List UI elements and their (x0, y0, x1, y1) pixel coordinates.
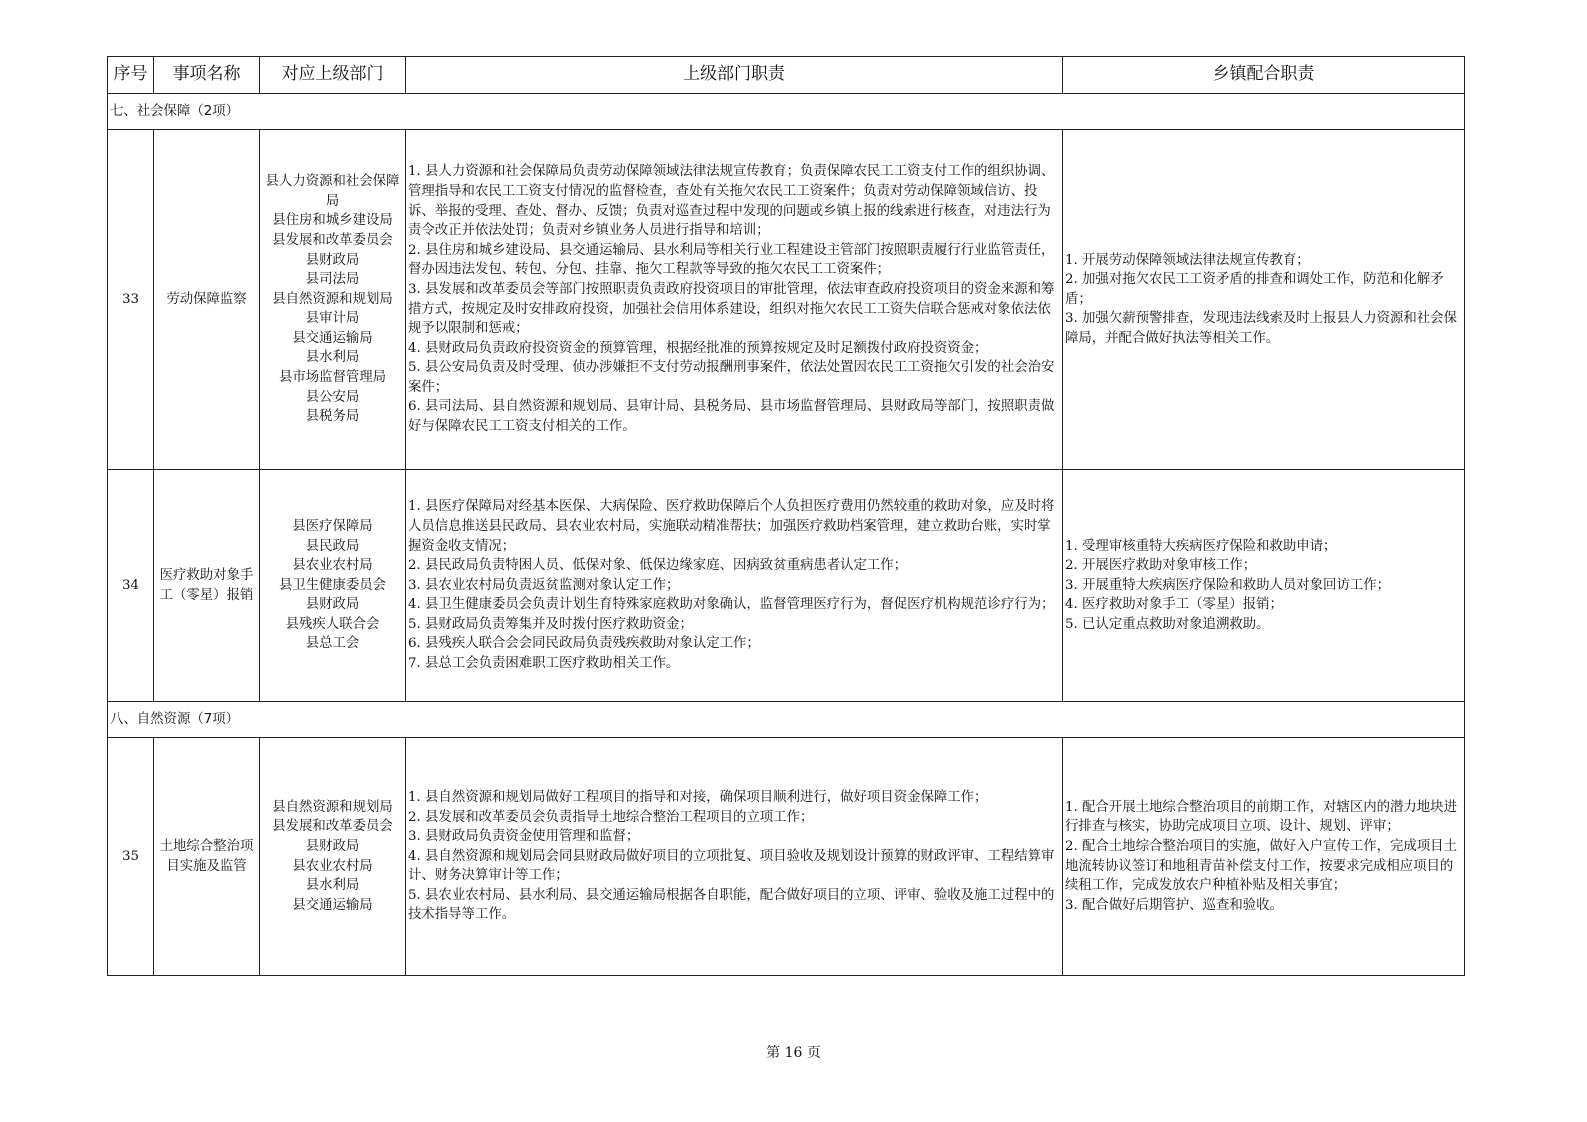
section-row (108, 94, 1465, 130)
town-duties (1063, 130, 1465, 470)
department: 县财政局 (305, 838, 360, 854)
upper-duties (406, 738, 1063, 976)
header-upper-duties: 上级部门职责 (406, 57, 1063, 94)
upper-duties (406, 470, 1063, 702)
duty-item: 3. 县财政局负责资金使用管理和监督； (408, 829, 640, 845)
department: 县交通运输局 (292, 330, 373, 346)
duty-item: 2. 县住房和城乡建设局、县交通运输局、县水利局等相关行业工程建设主管部门按照职责履行行业监管责任，督办因违法发包、转包、分包、挂靠、拖欠工程款等导致的拖欠农民工工资案件； (408, 242, 1055, 278)
department-list (260, 470, 406, 702)
duty-item: 5. 县财政局负责筹集并及时拨付医疗救助资金； (408, 616, 693, 632)
town-duty-item: 1. 配合开展土地综合整治项目的前期工作，对辖区内的潜力地块进行排查与核实，协助完成项目立项、设计、规划、评审； (1065, 799, 1457, 835)
department: 县水利局 (305, 350, 360, 366)
town-duty-item: 3. 开展重特大疾病医疗保险和救助人员对象回访工作； (1065, 577, 1391, 593)
town-duty-item: 1. 开展劳动保障领域法律法规宣传教育； (1065, 252, 1310, 268)
department-list (260, 130, 406, 470)
duty-item: 6. 县残疾人联合会会同民政局负责残疾救助对象认定工作； (408, 636, 760, 652)
upper-duties (406, 130, 1063, 470)
page-number: 第 16 页 (766, 1045, 821, 1061)
town-duty-item: 3. 配合做好后期管护、巡查和验收。 (1065, 897, 1283, 913)
department: 县交通运输局 (292, 897, 373, 913)
town-duty-item: 2. 开展医疗救助对象审核工作； (1065, 558, 1257, 574)
department: 县残疾人联合会 (285, 616, 380, 632)
department: 县审计局 (305, 311, 360, 327)
header-number: 序号 (108, 57, 154, 94)
department: 县医疗保障局 (292, 518, 373, 534)
department: 县税务局 (305, 409, 360, 425)
department: 县自然资源和规划局 (272, 799, 393, 815)
table-row (108, 130, 1465, 470)
town-duty-item: 1. 受理审核重特大疾病医疗保险和救助申请； (1065, 538, 1337, 554)
department: 县司法局 (305, 272, 360, 288)
duty-item: 4. 县卫生健康委员会负责计划生育特殊家庭救助对象确认，监督管理医疗行为，督促医疗机构规范诊疗行为； (408, 597, 1055, 613)
department: 县卫生健康委员会 (278, 577, 387, 593)
town-duties (1063, 738, 1465, 976)
header-town-duties: 乡镇配合职责 (1063, 57, 1465, 94)
item-name: 土地综合整治项目实施及监管 (154, 738, 260, 976)
department: 县财政局 (305, 252, 360, 268)
department: 县公安局 (305, 389, 360, 405)
duty-item: 5. 县农业农村局、县水利局、县交通运输局根据各自职能，配合做好项目的立项、评审、验收及施工过程中的技术指导等工作。 (408, 887, 1055, 923)
duty-item: 3. 县农业农村局负责返贫监测对象认定工作； (408, 577, 680, 593)
department: 县农业农村局 (292, 558, 373, 574)
town-duty-item: 5. 已认定重点救助对象追溯救助。 (1065, 616, 1270, 632)
table-row (108, 470, 1465, 702)
duty-item: 7. 县总工会负责困难职工医疗救助相关工作。 (408, 656, 680, 672)
department: 县财政局 (305, 597, 360, 613)
item-name: 医疗救助对象手工（零星）报销 (154, 470, 260, 702)
department: 县总工会 (305, 636, 360, 652)
duty-item: 3. 县发展和改革委员会等部门按照职责负责政府投资项目的审批管理，依法审查政府投资项目的资金来源和筹措方式，按规定及时安排政府投资，加强社会信用体系建设，组织对拖欠农民工工资失信联合惩戒对象依法依规予以限制和惩戒； (408, 281, 1055, 337)
duty-item: 6. 县司法局、县自然资源和规划局、县审计局、县税务局、县市场监督管理局、县财政局等部门，按照职责做好与保障农民工工资支付相关的工作。 (408, 399, 1055, 435)
department: 县发展和改革委员会 (272, 819, 393, 835)
row-number: 34 (108, 470, 154, 702)
item-name: 劳动保障监察 (154, 130, 260, 470)
responsibility-table (107, 56, 1465, 976)
department: 县水利局 (305, 878, 360, 894)
duty-item: 1. 县人力资源和社会保障局负责劳动保障领域法律法规宣传教育；负责保障农民工工资支付工作的组织协调、管理指导和农民工工资支付情况的监督检查，查处有关拖欠农民工工资案件；负责对劳动保障领域信访、投诉、举报的受理、查处、督办、反馈；负责对巡查过程中发现的问题或乡镇上报的线索进行核查，对违法行为责令改正并依法处罚；负责对乡镇业务人员进行指导和培训； (408, 164, 1055, 239)
town-duties (1063, 470, 1465, 702)
section-row (108, 702, 1465, 738)
section-title: 八、自然资源（7项） (108, 702, 1465, 738)
table-header-row (108, 57, 1465, 94)
department: 县住房和城乡建设局 (272, 213, 393, 229)
duty-item: 2. 县发展和改革委员会负责指导土地综合整治工程项目的立项工作； (408, 809, 814, 825)
town-duty-item: 4. 医疗救助对象手工（零星）报销； (1065, 597, 1283, 613)
header-item-name: 事项名称 (154, 57, 260, 94)
department: 县市场监督管理局 (278, 370, 387, 386)
department-list (260, 738, 406, 976)
department: 县人力资源和社会保障局 (265, 174, 400, 209)
department: 县发展和改革委员会 (272, 232, 393, 248)
duty-item: 1. 县医疗保障局对经基本医保、大病保险、医疗救助保障后个人负担医疗费用仍然较重的救助对象，应及时将人员信息推送县民政局、县农业农村局，实施联动精准帮扶；加强医疗救助档案管理，建立救助台账，实时掌握资金收支情况； (408, 499, 1055, 554)
town-duty-item: 2. 加强对拖欠农民工工资矛盾的排查和调处工作，防范和化解矛盾； (1065, 272, 1444, 307)
row-number: 35 (108, 738, 154, 976)
section-title: 七、社会保障（2项） (108, 94, 1465, 130)
duty-item: 1. 县自然资源和规划局做好工程项目的指导和对接，确保项目顺利进行，做好项目资金保障工作； (408, 789, 988, 805)
department: 县民政局 (305, 538, 360, 554)
department: 县自然资源和规划局 (272, 291, 393, 307)
duty-item: 4. 县财政局负责政府投资资金的预算管理，根据经批准的预算按规定及时足额拨付政府投资资金； (408, 340, 988, 356)
row-number: 33 (108, 130, 154, 470)
table-row (108, 738, 1465, 976)
header-upper-department: 对应上级部门 (260, 57, 406, 94)
duty-item: 4. 县自然资源和规划局会同县财政局做好项目的立项批复、项目验收及规划设计预算的财政评审、工程结算审计、财务决算审计等工作； (408, 848, 1055, 884)
duty-item: 2. 县民政局负责特困人员、低保对象、低保边缘家庭、因病致贫重病患者认定工作； (408, 558, 908, 574)
duty-item: 5. 县公安局负责及时受理、侦办涉嫌拒不支付劳动报酬刑事案件，依法处置因农民工工资拖欠引发的社会治安案件； (408, 360, 1055, 395)
town-duty-item: 3. 加强欠薪预警排查，发现违法线索及时上报县人力资源和社会保障局，并配合做好执法等相关工作。 (1065, 311, 1457, 346)
town-duty-item: 2. 配合土地综合整治项目的实施，做好入户宣传工作，完成项目土地流转协议签订和地租青苗补偿支付工作，按要求完成相应项目的续租工作，完成发放农户种植补贴及相关事宜； (1065, 838, 1457, 894)
department: 县农业农村局 (292, 858, 373, 874)
